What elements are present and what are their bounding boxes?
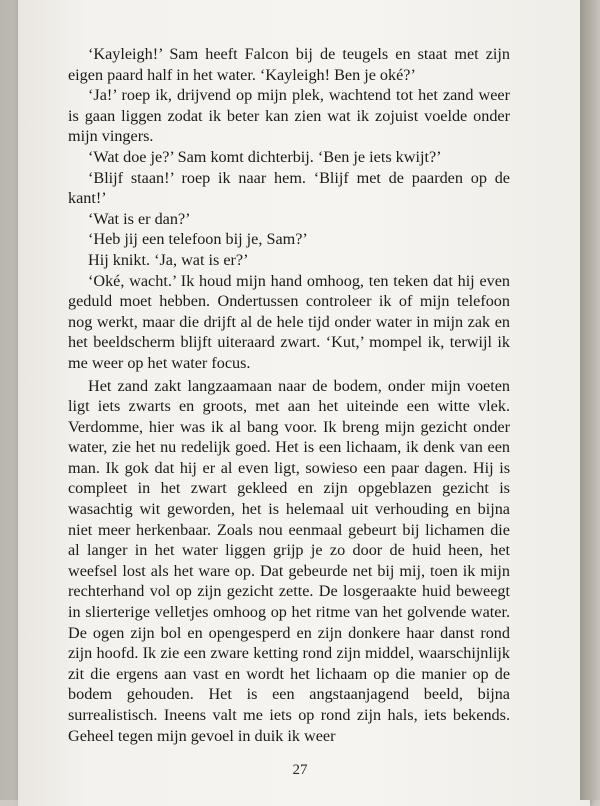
paragraph: ‘Wat is er dan?’ xyxy=(88,209,191,228)
paragraph: ‘Ja!’ roep ik, drijvend op mijn plek, wachtend tot het zand weer is gaan liggen zodat ik beter kan zien wat ik zojuist voelde onder mijn vingers. xyxy=(68,86,510,146)
page-edge-shadow xyxy=(580,0,600,800)
paragraph: ‘Blijf staan!’ roep ik naar hem. ‘Blijf met de paarden op de kant!’ xyxy=(68,168,510,208)
body-text xyxy=(68,44,510,746)
paragraph: Hij knikt. ‘Ja, wat is er?’ xyxy=(88,250,249,269)
paragraph: ‘Oké, wacht.’ Ik houd mijn hand omhoog, ten teken dat hij even geduld moet hebben. Ondertussen controleer ik of mijn telefoon nog werkt, maar die drijft al de hele tijd onder water in mijn zak en het beeldscherm blijft uiteraard zwart. ‘Kut,’ mompel ik, terwijl ik me weer op het water focus. xyxy=(68,271,510,372)
paragraph: ‘Wat doe je?’ Sam komt dichterbij. ‘Ben je iets kwijt?’ xyxy=(88,147,442,166)
paragraph: ‘Heb jij een telefoon bij je, Sam?’ xyxy=(88,230,308,249)
paragraph: Het zand zakt langzaamaan naar de bodem, onder mijn voeten ligt iets zwarts en groots, met aan het uiteinde een witte vlek. Verdomme, hier was ik al bang voor. Ik breng mijn gezicht onder water, zie het nu redelijk goed. Het is een lichaam, ik denk van een man. Ik gok dat hij er al even ligt, sowieso een paar dagen. Hij is compleet in het zwart gekleed en zijn opgeblazen gezicht is wasachtig wit geworden, het is helemaal uit verhouding en bijna niet meer herkenbaar. Zoals nou eenmaal gebeurt bij lichamen die al langer in het water liggen grijp je zo door de huid heen, het weefsel lost als het ware op. Dat gebeurde net bij mij, toen ik mijn rechterhand vol op zijn gezicht zette. De losgeraakte huid beweegt in slierterige velletjes omhoog op het ritme van het golvende water. De ogen zijn bol en opengesperd en zijn donkere haar danst rond zijn hoofd. Ik zie een zware ketting rond zijn middel, waarschijnlijk zit die ergens aan vast en wordt het lichaam op die manier op de bodem gehouden. Het is een angstaanjagend beeld, bijna surrealistisch. Ineens valt me iets op rond zijn hals, iets bekends. Geheel tegen mijn gevoel in duik ik weer xyxy=(68,376,510,745)
paragraph: ‘Kayleigh!’ Sam heeft Falcon bij de teugels en staat met zijn eigen paard half in het water. ‘Kayleigh! Ben je oké?’ xyxy=(68,45,510,84)
page-number: 27 xyxy=(292,762,308,778)
